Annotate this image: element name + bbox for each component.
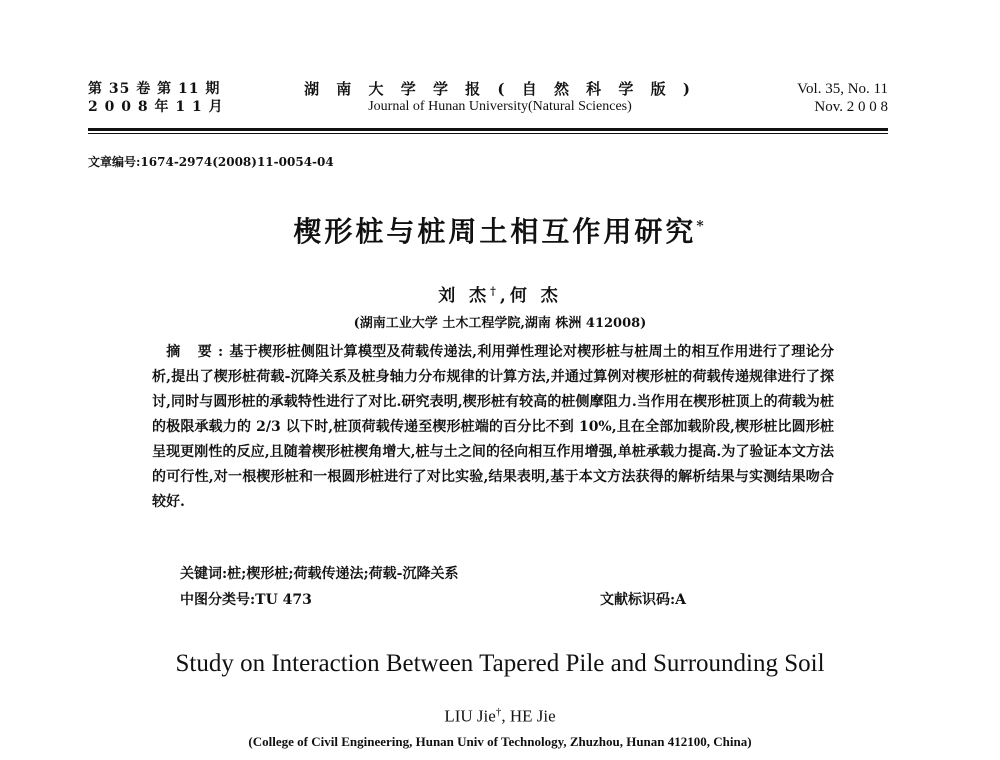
author-1-cn: 刘 杰 bbox=[438, 286, 491, 306]
abstract-cn bbox=[152, 340, 834, 515]
title-footnote-mark: * bbox=[696, 218, 707, 235]
author-1-mark: † bbox=[490, 284, 500, 298]
author-2-cn: 何 杰 bbox=[509, 286, 562, 306]
article-number: 文章编号:1674-2974(2008)11-0054-04 bbox=[88, 155, 334, 169]
header-rule-thin bbox=[88, 133, 888, 134]
abstract-label: 摘 要: bbox=[166, 344, 230, 360]
author-separator: , bbox=[499, 286, 510, 306]
document-code: 文献标识码:A bbox=[600, 592, 687, 608]
author-1-en: LIU Jie bbox=[444, 706, 496, 726]
publication-date: 2 0 0 8 年 1 1 月 bbox=[88, 99, 224, 115]
keywords-cn: 关键词:桩;楔形桩;荷载传递法;荷载-沉降关系 bbox=[180, 566, 459, 582]
paper-title-cn-text: 楔形桩与桩周土相互作用研究 bbox=[293, 215, 697, 248]
journal-name-en: Journal of Hunan University(Natural Sciences) bbox=[368, 99, 632, 114]
authors-en bbox=[0, 706, 1000, 727]
affiliation-en: (College of Civil Engineering, Hunan Univ of Technology, Zhuzhou, Hunan 412100, China) bbox=[248, 734, 752, 749]
header-volume-en bbox=[797, 80, 888, 116]
paper-title-en: Study on Interaction Between Tapered Pile and Surrounding Soil bbox=[175, 650, 825, 677]
affiliation-cn: (湖南工业大学 土木工程学院,湖南 株洲 412008) bbox=[353, 316, 647, 331]
journal-name-cn: 湖 南 大 学 学 报 ( 自 然 科 学 版 ) bbox=[304, 80, 696, 98]
author-2-en: , HE Jie bbox=[501, 706, 556, 726]
header-rule-thick bbox=[88, 128, 888, 131]
clc-number: 中图分类号:TU 473 bbox=[180, 592, 312, 608]
paper-title-cn bbox=[0, 210, 1000, 250]
volume-issue-en: Vol. 35, No. 11 bbox=[797, 81, 888, 97]
volume-issue: 第 35 卷 第 11 期 bbox=[88, 81, 221, 97]
author-1-en-mark: † bbox=[495, 706, 502, 718]
publication-date-en: Nov. 2 0 0 8 bbox=[814, 99, 888, 115]
abstract-text: 基于楔形桩侧阻计算模型及荷载传递法,利用弹性理论对楔形桩与桩周土的相互作用进行了理论分析,提出了楔形桩荷载-沉降关系及桩身轴力分布规律的计算方法,并通过算例对楔形桩的荷载传递规律进行了探讨,同时与圆形桩的承载特性进行了对比.研究表明,楔形桩有较高的桩侧摩阻力.当作用在楔形桩顶上的荷载为桩的极限承载力的 2/3 以下时,桩顶荷载传递至楔形桩端的百分比不到 10%,且在全部加载阶段,楔形桩比圆形桩呈现更刚性的反应,且随着楔形桩楔角增大,桩与土之间的径向相互作用增强,单桩承载力提高.为了验证本文方法的可行性,对一根楔形桩和一根圆形桩进行了对比实验,结果表明,基于本文方法获得的解析结果与实测结果吻合较好. bbox=[152, 344, 834, 510]
authors-cn bbox=[0, 281, 1000, 306]
